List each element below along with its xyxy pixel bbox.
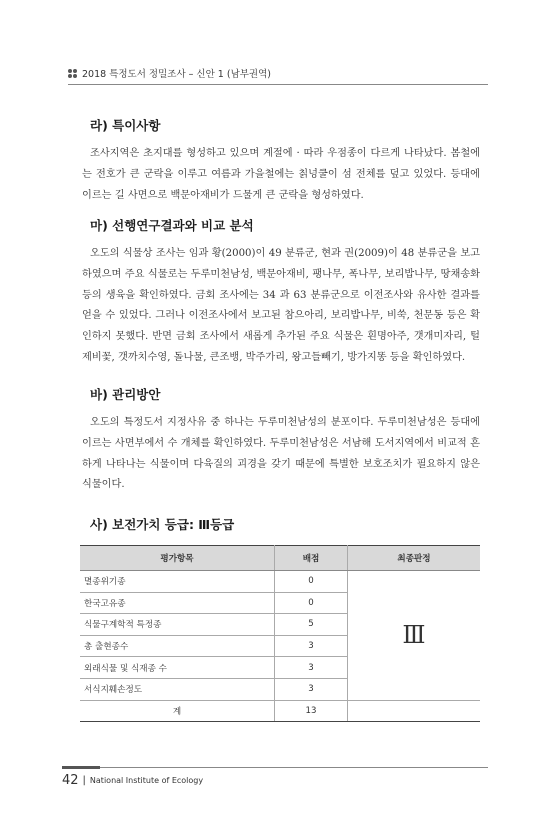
row-item: 한국고유종 (80, 592, 275, 614)
total-score: 13 (275, 700, 348, 722)
header-score: 배점 (275, 546, 348, 571)
table-header-row (80, 546, 480, 571)
footer-org: National Institute of Ecology (89, 776, 204, 785)
paragraph-notes-text: 조사지역은 초지대를 형성하고 있으며 계절에 · 따라 우점종이 다르게 나타났다. 봄철에는 전호가 큰 군락을 이루고 여름과 가을철에는 칡넝쿨이 섬 전체를 덮고 있었다. 등대에 이르는 길 사면으로 백문아재비가 드물게 큰 군락을 형성하였다. (82, 148, 480, 201)
header-evaluation-item: 평가항목 (80, 546, 275, 571)
running-header (68, 66, 488, 80)
paragraph-management (82, 413, 480, 496)
section-heading-management: 바) 관리방안 (90, 387, 161, 402)
row-item: 서식지훼손정도 (80, 678, 275, 700)
section-heading-notes: 라) 특이사항 (90, 118, 161, 133)
footer-rule-accent (62, 766, 100, 769)
header-final-judgment: 최종판정 (348, 546, 481, 571)
row-score: 0 (275, 571, 348, 593)
section-heading-conservation-grade: 사) 보전가치 등급: Ⅲ등급 (90, 517, 235, 532)
row-item: 외래식물 및 식재종 수 (80, 657, 275, 679)
paragraph-notes (82, 144, 480, 206)
footer-rule (100, 767, 488, 768)
row-score: 5 (275, 614, 348, 636)
row-score: 3 (275, 635, 348, 657)
paragraph-prior-research (82, 244, 480, 369)
row-item: 멸종위기종 (80, 571, 275, 593)
row-score: 0 (275, 592, 348, 614)
total-empty-cell (348, 700, 481, 722)
table-total-row (80, 700, 480, 722)
row-score: 3 (275, 657, 348, 679)
total-label: 계 (80, 700, 275, 722)
header-dots-icon (68, 69, 77, 78)
footer-separator: | (82, 775, 86, 786)
table-row (80, 571, 480, 593)
page-number: 42 (62, 773, 79, 788)
row-item: 식물구계학적 특정종 (80, 614, 275, 636)
paragraph-management-text: 오도의 특정도서 지정사유 중 하나는 두루미천남성의 분포이다. 두루미천남성은 등대에 이르는 사면부에서 수 개체를 확인하였다. 두루미천남성은 서남해 도서지역에서 비교적 흔하게 나타나는 식물이며 다육질의 괴경을 갖기 때문에 특별한 보호조치가 필요하지 않은 식물이다. (82, 417, 480, 491)
paragraph-prior-research-text: 오도의 식물상 조사는 임과 황(2000)이 49 분류군, 현과 권(2009)이 48 분류군을 보고하였으며 주요 식물로는 두루미천남성, 백문아재비, 팽나무, 폭나무, 보리밥나무, 땅채송화 등의 생육을 확인하였다. 금회 조사에는 34 과 63 분류군으로 이전조사와 유사한 결과를 얻을 수 있었다. 그러나 이전조사에서 보고된 참으아리, 보리밥나무, 비쑥, 천문동 등은 확인하지 못했다. 반면 금회 조사에서 새롭게 추가된 주요 식물은 흰명아주, 갯개미자리, 털제비꽃, 갯까치수영, 돌나물, 큰조뱅, 박주가리, 왕고들빼기, 방가지똥 등을 확인하였다. (82, 248, 480, 363)
section-heading-prior-research: 마) 선행연구결과와 비교 분석 (90, 218, 254, 233)
header-rule (68, 84, 488, 85)
row-score: 3 (275, 678, 348, 700)
header-title: 2018 특정도서 정밀조사 – 신안 1 (남부권역) (82, 69, 271, 80)
final-grade: Ⅲ (348, 571, 481, 701)
evaluation-table (80, 545, 480, 722)
page-footer (62, 773, 203, 788)
row-item: 총 출현종수 (80, 635, 275, 657)
